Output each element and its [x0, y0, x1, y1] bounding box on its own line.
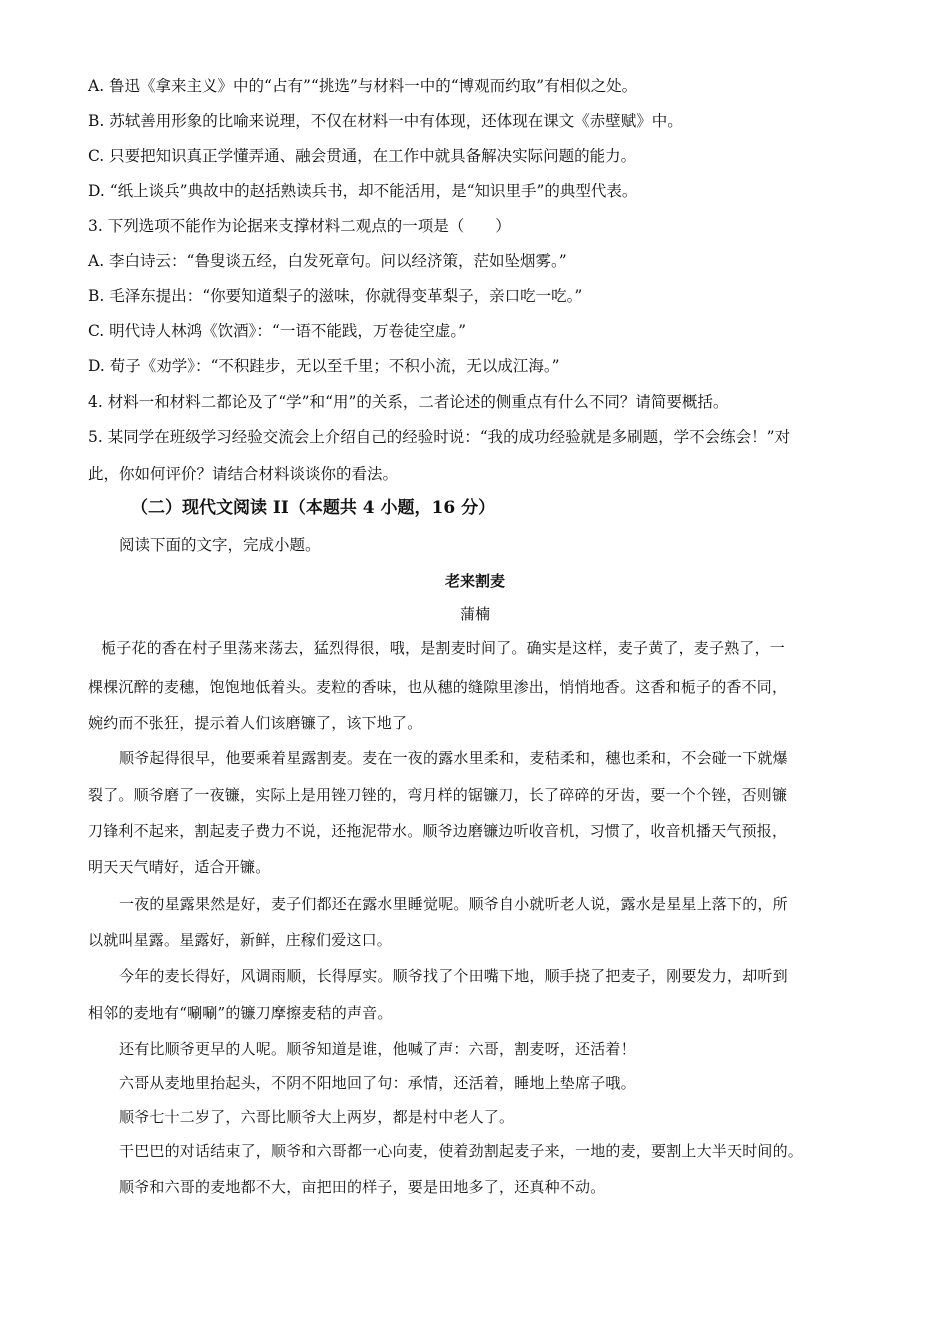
q3-option-c: C. 明代诗人林鸿《饮酒》：“一语不能践，万卷徒空虚。”: [88, 322, 467, 340]
story-line: 还有比顺爷更早的人呢。顺爷知道是谁，他喊了声：六哥，割麦呀，还活着！: [119, 1040, 636, 1058]
story-line: 相邻的麦地有“唰唰”的镰刀摩擦麦秸的声音。: [88, 1004, 393, 1022]
story-line: 婉约而不张狂，提示着人们该磨镰了，该下地了。: [88, 714, 423, 732]
story-line: 棵棵沉醉的麦穗，饱饱地低着头。麦粒的香味，也从穗的缝隙里渗出，悄悄地香。这香和栀子的香不同，: [88, 678, 788, 696]
q5-stem-line2: 此，你如何评价？请结合材料谈谈你的看法。: [88, 465, 399, 483]
story-line: 顺爷七十二岁了，六哥比顺爷大上两岁，都是村中老人了。: [119, 1108, 515, 1126]
section-title: （二）现代文阅读 II（本题共 4 小题，16 分）: [131, 498, 496, 518]
story-line: 裂了。顺爷磨了一夜镰，实际上是用锉刀锉的，弯月样的锯镰刀，长了碎碎的牙齿，要一个个锉，否则镰: [88, 786, 788, 804]
section-instruction: 阅读下面的文字，完成小题。: [119, 536, 321, 554]
q3-option-b: B. 毛泽东提出：“你要知道梨子的滋味，你就得变革梨子，亲口吃一吃。”: [88, 287, 583, 305]
story-title: 老来割麦: [444, 572, 505, 590]
q3-stem: 3. 下列选项不能作为论据来支撑材料二观点的一项是（ ）: [88, 217, 511, 235]
story-line: 六哥从麦地里抬起头，不阴不阳地回了句：承情，还活着，睡地上垫席子哦。: [119, 1074, 636, 1092]
q2-option-a: A. 鲁迅《拿来主义》中的“占有”“挑选”与材料一中的“博观而约取”有相似之处。: [88, 77, 638, 95]
story-line: 栀子花的香在村子里荡来荡去，猛烈得很，哦，是割麦时间了。确实是这样，麦子黄了，麦子熟了，一: [101, 639, 786, 657]
q5-stem-line1: 5. 某同学在班级学习经验交流会上介绍自己的经验时说：“我的成功经验就是多刷题，学不会练会！”对: [88, 428, 791, 446]
story-line: 以就叫星露。星露好，新鲜，庄稼们爱这口。: [88, 931, 393, 949]
story-line: 一夜的星露果然是好，麦子们都还在露水里睡觉呢。顺爷自小就听老人说，露水是星星上落下的，所: [119, 895, 788, 913]
story-line: 干巴巴的对话结束了，顺爷和六哥都一心向麦，使着劲割起麦子来，一地的麦，要割上大半天时间的。: [119, 1142, 804, 1160]
q4-stem: 4. 材料一和材料二都论及了“学”和“用”的关系，二者论述的侧重点有什么不同？请简要概括。: [88, 393, 729, 411]
q2-option-b: B. 苏轼善用形象的比喻来说理，不仅在材料一中有体现，还体现在课文《赤壁赋》中。: [88, 112, 683, 130]
story-line: 今年的麦长得好，风调雨顺，长得厚实。顺爷找了个田嘴下地，顺手挠了把麦子，刚要发力，却听到: [119, 967, 788, 985]
story-line: 明天天气晴好，适合开镰。: [88, 858, 271, 876]
q3-option-a: A. 李白诗云：“鲁叟谈五经，白发死章句。问以经济策，茫如坠烟雾。”: [88, 252, 567, 270]
story-line: 顺爷起得很早，他要乘着星露割麦。麦在一夜的露水里柔和，麦秸柔和，穗也柔和，不会碰一下就爆: [119, 749, 788, 767]
story-author: 蒲楠: [459, 605, 490, 623]
q3-option-d: D. 荀子《劝学》：“不积跬步，无以至千里；不积小流，无以成江海。”: [88, 357, 560, 375]
story-line: 顺爷和六哥的麦地都不大，亩把田的样子，要是田地多了，还真种不动。: [119, 1178, 606, 1196]
q2-option-c: C. 只要把知识真正学懂弄通、融会贯通，在工作中就具备解决实际问题的能力。: [88, 147, 637, 165]
q2-option-d: D. “纸上谈兵”典故中的赵括熟读兵书，却不能活用，是“知识里手”的典型代表。: [88, 182, 638, 200]
story-line: 刀锋利不起来，割起麦子费力不说，还拖泥带水。顺爷边磨镰边听收音机，习惯了，收音机播天气预报，: [88, 822, 788, 840]
